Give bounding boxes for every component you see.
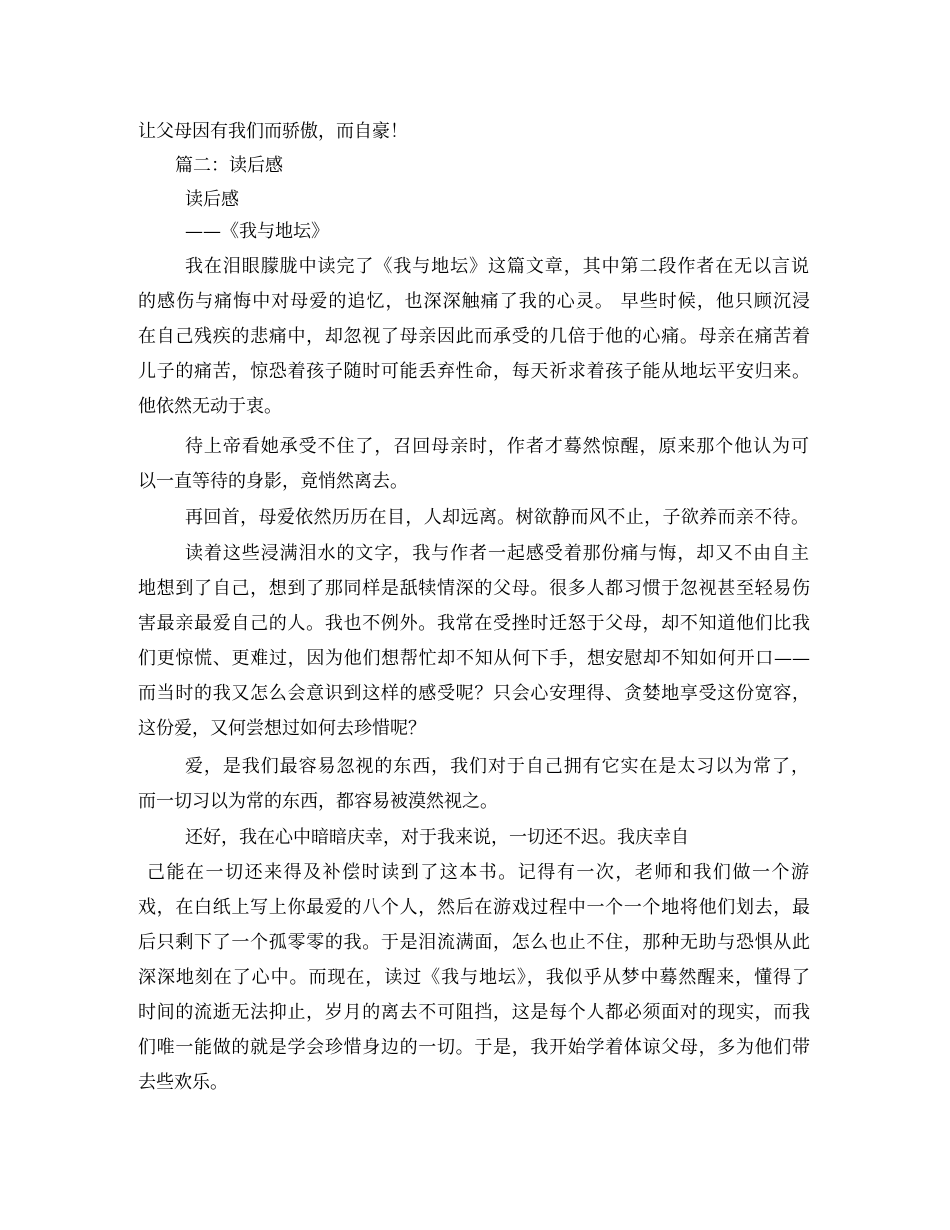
- text-line: 去些欢乐。: [138, 1072, 228, 1093]
- text-line: 地想到了自己，想到了那同样是舐犊情深的父母。很多人都习惯于忽视甚至轻易伤: [138, 578, 810, 599]
- text-line: 再回首，母爱依然历历在目，人却远离。树欲静而风不止，子欲养而亲不待。: [185, 507, 809, 528]
- text-line: 戏，在白纸上写上你最爱的八个人，然后在游戏过程中一个一个地将他们划去，最: [138, 897, 810, 918]
- text-line: 而一切习以为常的东西，都容易被漠然视之。: [138, 791, 498, 812]
- text-line: 儿子的痛苦，惊恐着孩子随时可能丢弃性命，每天祈求着孩子能从地坛平安归来。: [138, 361, 810, 382]
- text-line: 害最亲最爱自己的人。我也不例外。我常在受挫时迁怒于父母，却不知道他们比我: [138, 613, 810, 634]
- section-heading: 篇二：读后感: [175, 155, 283, 176]
- text-line: 他依然无动于衷。: [138, 396, 282, 417]
- essay-title: 读后感: [185, 189, 239, 210]
- essay-subtitle: ——《我与地坛》: [185, 221, 329, 242]
- text-line: 还好，我在心中暗暗庆幸，对于我来说，一切还不迟。我庆幸自: [185, 827, 689, 848]
- text-line: 的感伤与痛悔中对母爱的追忆，也深深触痛了我的心灵。 早些时候，他只顾沉浸: [138, 291, 810, 312]
- text-line: 让父母因有我们而骄傲，而自豪！: [138, 121, 408, 142]
- text-line: 待上帝看她承受不住了，召回母亲时，作者才蓦然惊醒，原来那个他认为可: [185, 436, 809, 457]
- text-line: 后只剩下了一个孤零零的我。于是泪流满面，怎么也止不住，那种无助与恐惧从此: [138, 932, 810, 953]
- text-line: 爱，是我们最容易忽视的东西，我们对于自己拥有它实在是太习以为常了，: [185, 756, 809, 777]
- text-line: 读着这些浸满泪水的文字，我与作者一起感受着那份痛与悔，却又不由自主: [185, 543, 809, 564]
- text-line: 这份爱，又何尝想过如何去珍惜呢？: [138, 718, 426, 739]
- text-line: 们更惊慌、更难过，因为他们想帮忙却不知从何下手，想安慰却不知如何开口——: [138, 648, 810, 669]
- text-line: 己能在一切还来得及补偿时读到了这本书。记得有一次，老师和我们做一个游: [147, 862, 809, 883]
- text-line: 我在泪眼朦胧中读完了《我与地坛》这篇文章，其中第二段作者在无以言说: [185, 256, 809, 277]
- text-line: 而当时的我又怎么会意识到这样的感受呢？只会心安理得、贪婪地享受这份宽容，: [138, 683, 810, 704]
- text-line: 在自己残疾的悲痛中，却忽视了母亲因此而承受的几倍于他的心痛。母亲在痛苦着: [138, 326, 810, 347]
- text-line: 以一直等待的身影，竟悄然离去。: [138, 471, 408, 492]
- text-line: 深深地刻在了心中。而现在，读过《我与地坛》，我似乎从梦中蓦然醒来，懂得了: [138, 967, 810, 988]
- text-line: 时间的流逝无法抑止，岁月的离去不可阻挡，这是每个人都必须面对的现实，而我: [138, 1002, 810, 1023]
- text-line: 们唯一能做的就是学会珍惜身边的一切。于是，我开始学着体谅父母，多为他们带: [138, 1037, 810, 1058]
